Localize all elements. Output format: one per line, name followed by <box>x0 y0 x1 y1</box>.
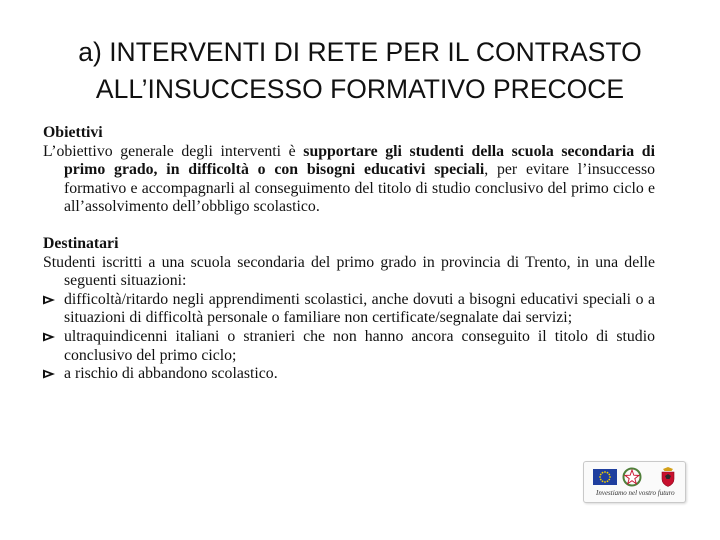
objectives-text-end: , per evitare l’insuccesso formativo e accompagnarli al conseguimento del titolo di studio conclusivo del primo ciclo e all’assolvimento dell’obbligo scolastico. <box>64 161 655 216</box>
slide-body <box>43 124 655 384</box>
recipient-bullet-1 <box>43 291 655 328</box>
recipients-intro: Studenti iscritti a una scuola secondaria del primo grado in provincia di Trento, in una delle seguenti situazioni: <box>43 253 655 290</box>
slide-title <box>30 34 690 108</box>
arrow-bullet-icon <box>43 291 58 306</box>
logo-signature: Investiamo nel vostro futuro <box>596 489 675 497</box>
recipient-bullet-text: a rischio di abbandono scolastico. <box>64 365 278 383</box>
recipient-bullet-2 <box>43 328 655 365</box>
eu-flag-icon <box>593 469 617 490</box>
slide-title-line-1: a) INTERVENTI DI RETE PER IL CONTRASTO <box>78 37 642 67</box>
recipients-heading: Destinatari <box>43 234 119 252</box>
objectives-paragraph <box>43 143 655 217</box>
objectives-heading: Obiettivi <box>43 124 103 141</box>
funding-logos <box>583 461 686 503</box>
section-spacer <box>43 217 655 235</box>
objectives-text-bold: supportare gli studenti della scuola secondaria di primo grado, in difficoltà o con bisogni educativi speciali <box>64 142 655 179</box>
recipient-bullet-text: ultraquindicenni italiani o stranieri che non hanno ancora conseguito il titolo di studio conclusivo del primo ciclo; <box>64 327 655 364</box>
arrow-bullet-icon <box>43 365 58 380</box>
arrow-bullet-icon <box>43 328 58 343</box>
recipient-bullet-text: difficoltà/ritardo negli apprendimenti scolastici, anche dovuti a bisogni educativi speciali o a situazioni di difficoltà personale o familiare non certificate/segnalate dai servizi; <box>64 290 655 327</box>
recipient-bullet-3 <box>43 365 655 384</box>
objectives-text-start: L’obiettivo generale degli interventi è <box>43 142 304 160</box>
slide-title-line-2: ALL’INSUCCESSO FORMATIVO PRECOCE <box>95 74 625 104</box>
